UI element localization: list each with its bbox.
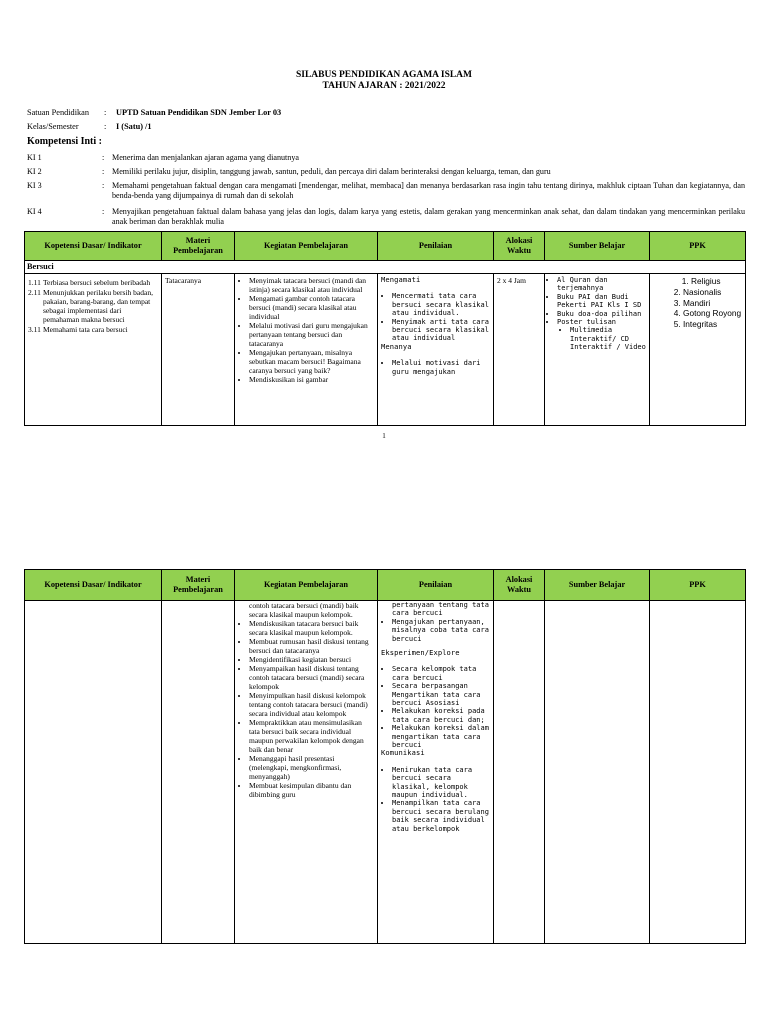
- ppk-item: 2. Nasionalis: [683, 287, 742, 298]
- header-alokasi: Alokasi Waktu: [494, 232, 545, 261]
- kd-item: [28, 278, 158, 287]
- header-materi: Materi Pembelajaran: [162, 570, 235, 601]
- ki-colon: :: [102, 207, 105, 216]
- syllabus-table-page-2: [24, 569, 746, 944]
- kegiatan-item: • Menyampaikan hasil diskusi tentang contoh tatacara bersuci (mandi) secara kelompok: [249, 664, 374, 691]
- table-header-row: [25, 232, 746, 261]
- kegiatan-cell: [235, 273, 378, 425]
- ppk-cell: [650, 601, 746, 944]
- table-row: [25, 601, 746, 944]
- sumber-cell: [545, 273, 650, 425]
- penilaian-item: • Mencermati tata cara bersuci secara klasikal atau individual.: [392, 292, 490, 317]
- ki-code: KI 2: [27, 167, 42, 176]
- header-kegiatan: Kegiatan Pembelajaran: [235, 570, 378, 601]
- document-title: SILABUS PENDIDIKAN AGAMA ISLAM: [295, 70, 473, 80]
- ki-row-3: [27, 181, 745, 201]
- header-penilaian: Penilaian: [378, 570, 494, 601]
- ki-code: KI 3: [27, 181, 42, 190]
- alokasi-cell: [494, 273, 545, 425]
- alokasi-text: 2 x 4 Jam: [497, 275, 526, 285]
- penilaian-cell: [378, 601, 494, 944]
- kegiatan-item: • Mengidentifikasi kegiatan bersuci: [249, 655, 374, 664]
- kegiatan-item: • Membuat kesimpulan dibantu dan dibimbing guru: [249, 781, 374, 799]
- sumber-item: • Buku doa-doa pilihan: [557, 310, 646, 318]
- kegiatan-item: • Mengajukan pertanyaan, misalnya sebutkan macam bersuci! Bagaimana caranya bersuci yang baik?: [249, 348, 374, 375]
- ki-row-1: [27, 153, 745, 163]
- identity-value: UPTD Satuan Pendidikan SDN Jember Lor 03: [116, 108, 282, 117]
- sumber-cell: [545, 601, 650, 944]
- ki-text: Menyajikan pengetahuan faktual dalam bahasa yang jelas dan logis, dalam karya yang estetis, dalam gerakan yang mencerminkan anak sehat, dan dalam tindakan yang mencerminkan perilaku anak beriman dan berakhlak mulia: [112, 207, 745, 226]
- identity-row-class: [27, 122, 152, 131]
- penilaian-item: • Menyimak arti tata cara bercuci secara klasikal atau individual: [392, 318, 490, 343]
- kegiatan-continuation: contoh tatacara bersuci (mandi) baik secara klasikal maupun kelompok.: [249, 601, 359, 619]
- kd-text: Memahami tata cara bersuci: [43, 324, 128, 334]
- penilaian-heading-menanya: Menanya: [381, 341, 412, 351]
- kegiatan-item: • Mengamati gambar contoh tatacara bersuci (mandi) secara klasikal atau individual: [249, 294, 374, 321]
- materi-cell: [162, 273, 235, 425]
- kegiatan-item: • Menyimak tatacara bersuci (mandi dan istinja) secara klasikal atau individual: [249, 276, 374, 294]
- penilaian-item: • Menirukan tata cara bercuci secara klasikal, kelompok maupun individual.: [392, 766, 490, 800]
- kegiatan-item: • Mempraktikkan atau mensimulasikan tata bersuci baik secara individual maupun perwakilan kelompok dengan baik dan benar: [249, 718, 374, 754]
- identity-row-school: [27, 108, 281, 117]
- ki-code: KI 4: [27, 207, 42, 216]
- header-alokasi: Alokasi Waktu: [494, 570, 545, 601]
- ki-row-2: [27, 167, 745, 177]
- penilaian-heading-komunikasi: Komunikasi: [381, 748, 425, 758]
- kd-item: [28, 325, 158, 334]
- header-ppk: PPK: [650, 570, 746, 601]
- document-subtitle: TAHUN AJARAN : 2021/2022: [322, 81, 446, 91]
- kegiatan-item: • Mendiskusikan isi gambar: [249, 375, 374, 384]
- identity-value: I (Satu) /1: [116, 122, 152, 131]
- sumber-item: • Al Quran dan terjemahnya: [557, 276, 646, 293]
- penilaian-item: • Menampilkan tata cara bercuci secara berulang baik secara individual atau berkelompok: [392, 799, 490, 833]
- penilaian-heading-mengamati: Mengamati: [381, 275, 421, 284]
- ppk-item: 1. Religius: [691, 276, 742, 287]
- kegiatan-item: • Membuat rumusan hasil diskusi tentang bersuci dan tatacaranya: [249, 637, 374, 655]
- penilaian-item: • Secara kelompok tata cara bercuci: [392, 665, 490, 682]
- table-header-row: [25, 570, 746, 601]
- table-row: [25, 273, 746, 425]
- penilaian-item: • Melakukan koreksi dalam mengartikan tata cara bercuci: [392, 724, 490, 749]
- ki-colon: :: [102, 153, 105, 162]
- ppk-item: 4. Gotong Royong: [683, 308, 742, 319]
- ki-text: Memiliki perilaku jujur, disiplin, tanggung jawab, santun, peduli, dan percaya diri dalam berinteraksi dengan keluarga, teman, dan guru: [112, 167, 551, 176]
- identity-label: Satuan Pendidikan: [27, 108, 89, 117]
- page-number: 1: [382, 432, 386, 440]
- ppk-item: 5. Integritas: [683, 319, 742, 330]
- ki-colon: :: [102, 181, 105, 190]
- ki-code: KI 1: [27, 153, 42, 162]
- alokasi-cell: [494, 601, 545, 944]
- header-kd: Kopetensi Dasar/ Indikator: [25, 570, 162, 601]
- identity-colon: :: [104, 108, 107, 117]
- kegiatan-item: • Mendiskusikan tatacara bersuci baik secara klasikal maupun kelompok.: [249, 619, 374, 637]
- ppk-cell: [650, 273, 746, 425]
- penilaian-item: • Mengajukan pertanyaan, misalnya coba tata cara bercuci: [392, 618, 490, 643]
- header-kegiatan: Kegiatan Pembelajaran: [235, 232, 378, 261]
- header-kd: Kopetensi Dasar/ Indikator: [25, 232, 162, 261]
- penilaian-item: • Melalui motivasi dari guru mengajukan: [392, 359, 490, 376]
- ki-text: Menerima dan menjalankan ajaran agama yang dianutnya: [112, 153, 299, 162]
- kd-number: 2.11: [28, 287, 41, 297]
- penilaian-cell: [378, 273, 494, 425]
- header-penilaian: Penilaian: [378, 232, 494, 261]
- materi-cell: [162, 601, 235, 944]
- section-row: [25, 261, 746, 274]
- kd-cell: [25, 273, 162, 425]
- kd-text: Menunjukkan perilaku bersih badan, pakaian, barang-barang, dan tempat sebagai implementasi dari pemahaman makna bersuci: [43, 287, 153, 324]
- identity-colon: :: [104, 122, 107, 131]
- kd-cell: [25, 601, 162, 944]
- penilaian-item: • Melakukan koreksi pada tata cara bercuci dan;: [392, 707, 490, 724]
- sumber-item: • Buku PAI dan Budi Pekerti PAI Kls I SD: [557, 293, 646, 310]
- materi-text: Tatacaranya: [165, 275, 202, 285]
- kd-item: [28, 288, 158, 324]
- kegiatan-item: • Menyimpulkan hasil diskusi kelompok tentang contoh tatacara bersuci (mandi) secara individual atau kelompok: [249, 691, 374, 718]
- kegiatan-item: • Melalui motivasi dari guru mengajukan pertanyaan tentang bersuci dan tatacaranya: [249, 321, 374, 348]
- penilaian-item: • Secara berpasangan Mengartikan tata cara bercuci Asosiasi: [392, 682, 490, 707]
- penilaian-heading-eksperimen: Eksperimen/Explore: [381, 647, 460, 657]
- identity-label: Kelas/Semester: [27, 122, 79, 131]
- ki-heading: Kompetensi Inti :: [27, 136, 102, 147]
- kd-text: Terbiasa bersuci sebelum beribadah: [43, 277, 151, 287]
- header-materi: Materi Pembelajaran: [162, 232, 235, 261]
- ppk-item: 3. Mandiri: [683, 298, 742, 309]
- kd-number: 3.11: [28, 324, 41, 334]
- ki-colon: :: [102, 167, 105, 176]
- ki-text: Memahami pengetahuan faktual dengan cara mengamati [mendengar, melihat, membaca] dan menanya berdasarkan rasa ingin tahu tentang dirinya, makhluk ciptaan Tuhan dan kegiatannya, dan benda-benda yang dijumpainya di rumah dan di sekolah: [112, 181, 745, 200]
- sumber-subitem: • Multimedia Interaktif/ CD Interaktif / Video: [570, 326, 646, 351]
- header-sumber: Sumber Belajar: [545, 570, 650, 601]
- header-sumber: Sumber Belajar: [545, 232, 650, 261]
- kd-number: 1.11: [28, 277, 41, 287]
- syllabus-table-page-1: [24, 231, 746, 426]
- kegiatan-item: • Menanggapi hasil presentasi (melengkapi, mengkonfirmasi, menyanggah): [249, 754, 374, 781]
- section-title: Bersuci: [25, 261, 746, 274]
- penilaian-continuation: pertanyaan tentang tata cara bercuci: [392, 601, 489, 618]
- ki-row-4: [27, 207, 745, 227]
- header-ppk: PPK: [650, 232, 746, 261]
- kegiatan-cell: [235, 601, 378, 944]
- sumber-item: • Poster tulisan: [557, 318, 646, 326]
